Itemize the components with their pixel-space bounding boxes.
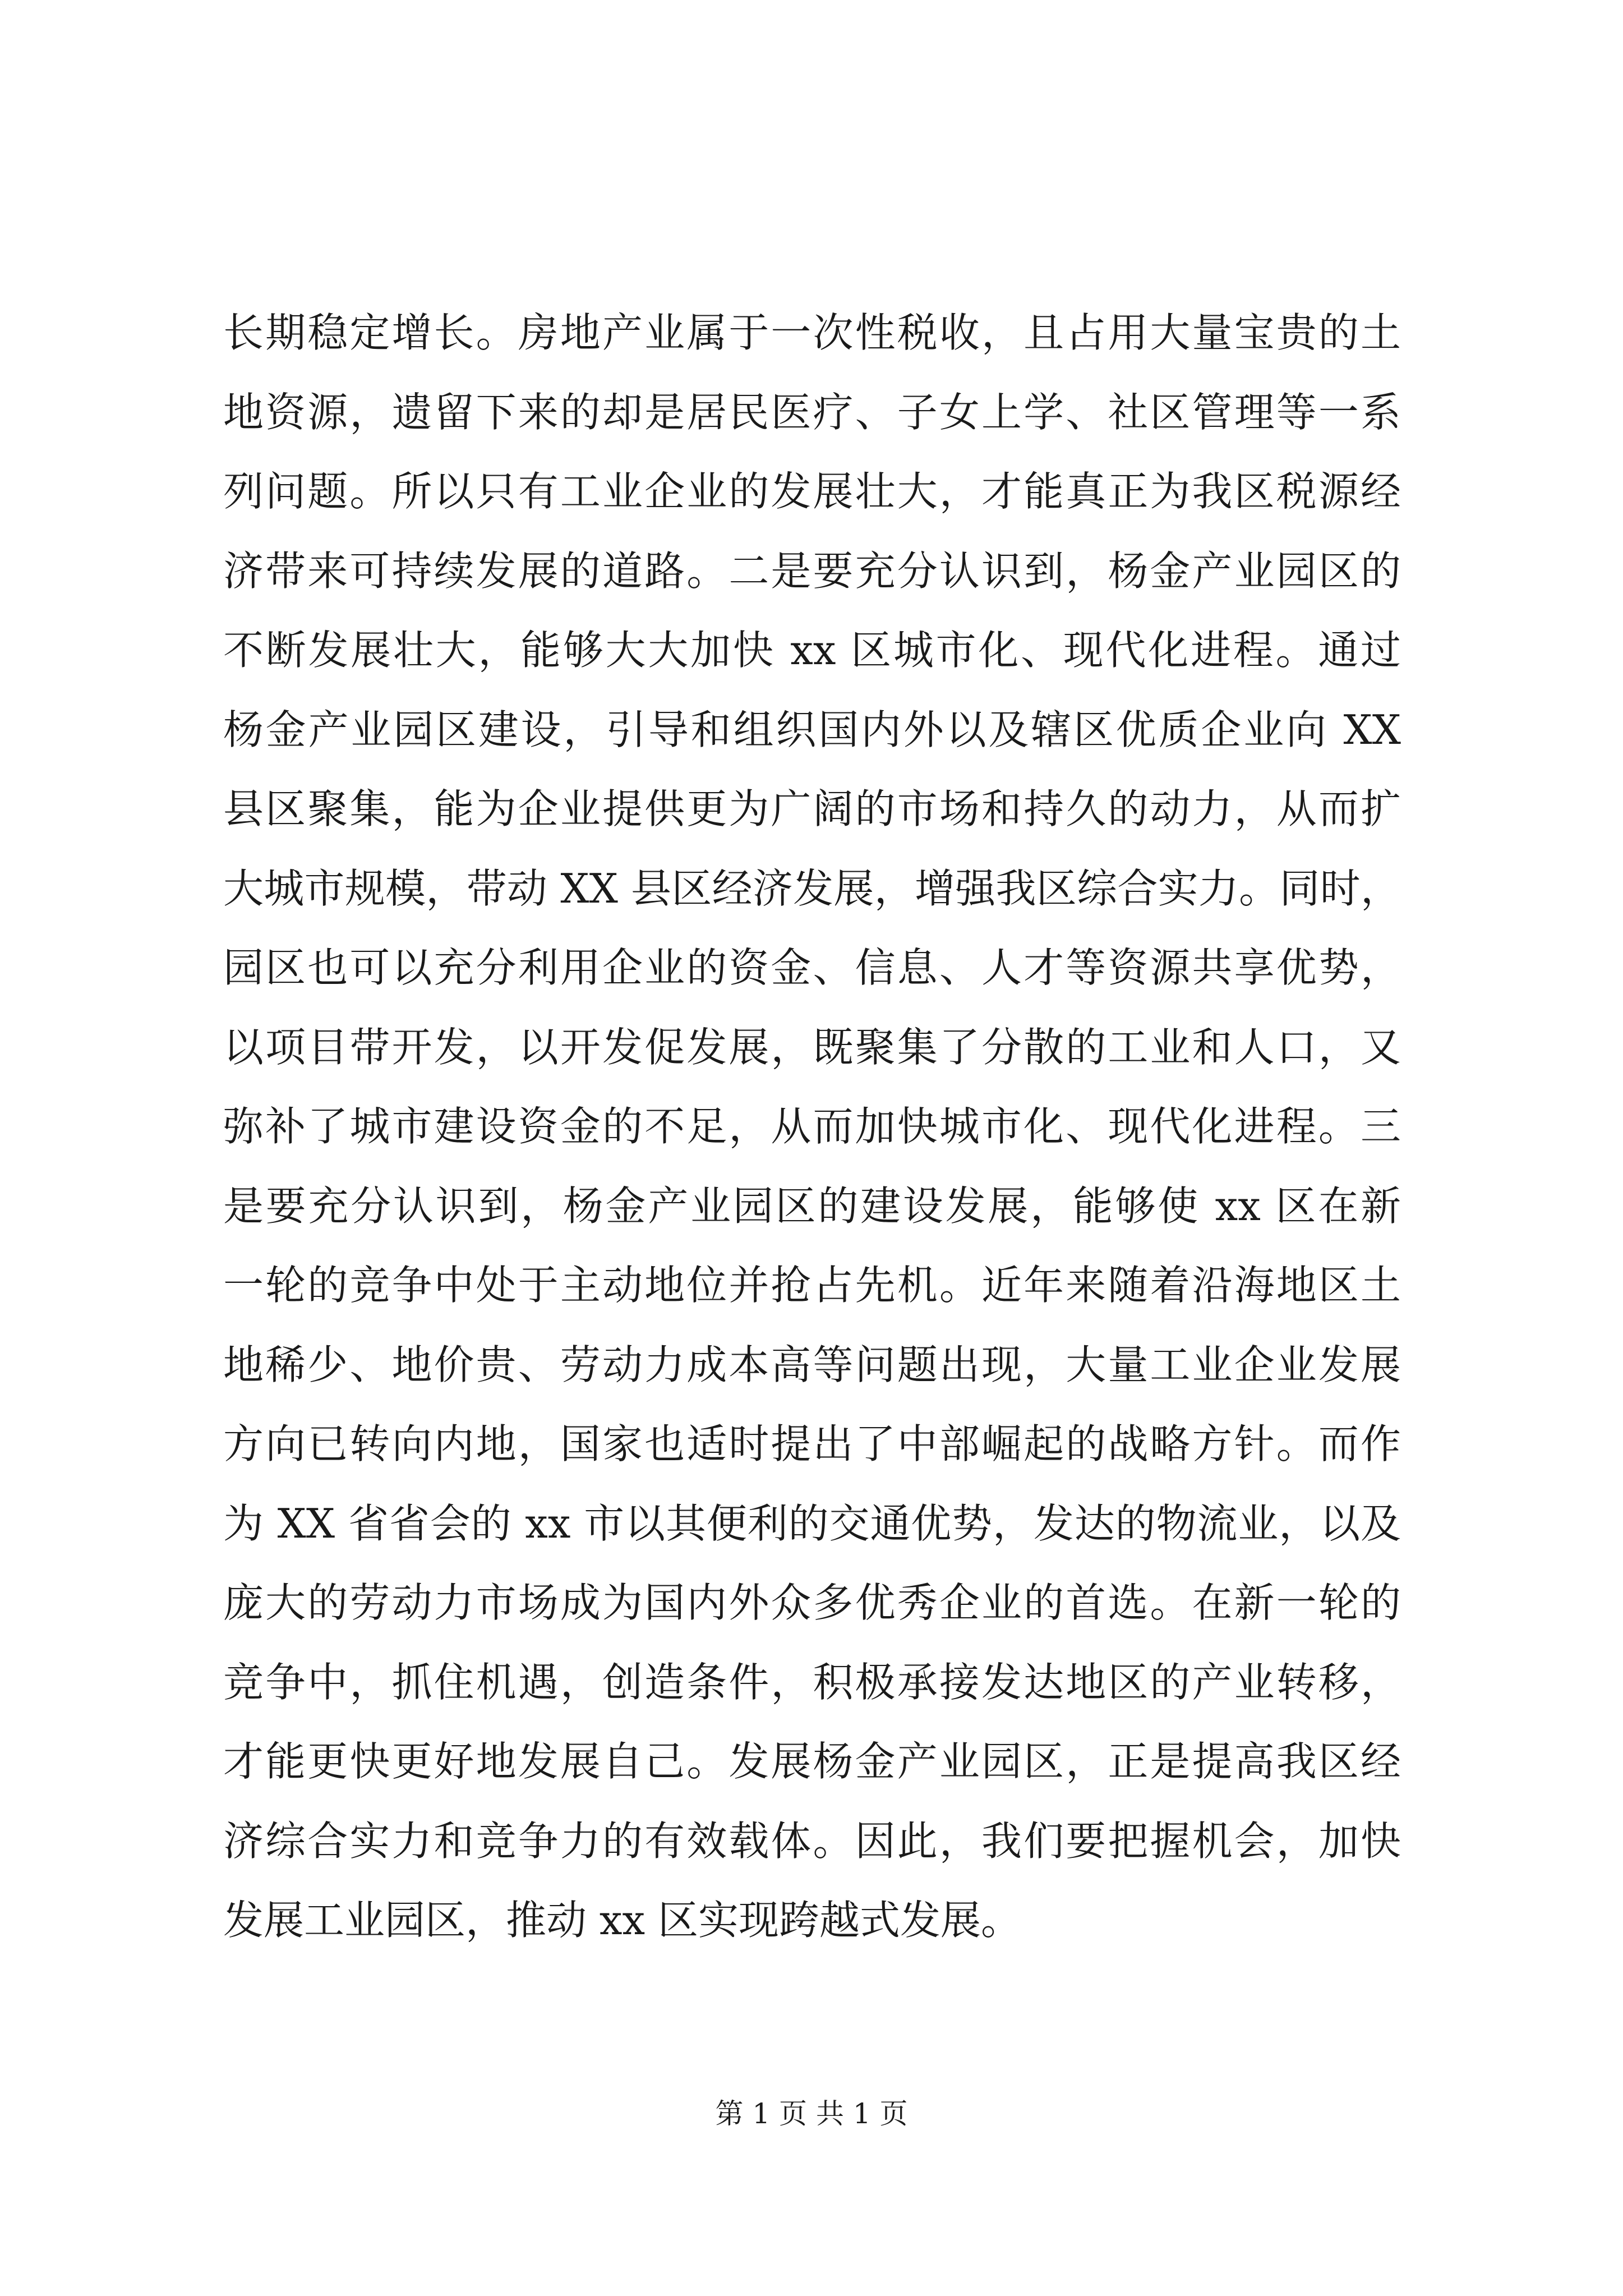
text-line: 济带来可持续发展的道路。二是要充分认识到，杨金产业园区的: [223, 547, 1401, 595]
text-line: 发展工业园区，推动 xx 区实现跨越式发展。: [223, 1897, 1021, 1944]
text-line: 庞大的劳动力市场成为国内外众多优秀企业的首选。在新一轮的: [223, 1579, 1401, 1626]
text-line: 大城市规模，带动 XX 县区经济发展，增强我区综合实力。同时，: [223, 864, 1401, 912]
page-number-footer: 第 1 页 共 1 页: [715, 2097, 908, 2130]
text-line: 竞争中，抓住机遇，创造条件，积极承接发达地区的产业转移，: [223, 1658, 1401, 1706]
text-line: 弥补了城市建设资金的不足，从而加快城市化、现代化进程。三: [223, 1103, 1401, 1150]
text-line: 才能更快更好地发展自己。发展杨金产业园区，正是提高我区经: [223, 1738, 1401, 1785]
body-paragraph: [223, 307, 1401, 1975]
text-line: 以项目带开发，以开发促发展，既聚集了分散的工业和人口，又: [223, 1023, 1401, 1071]
text-line: 方向已转向内地，国家也适时提出了中部崛起的战略方针。而作: [223, 1420, 1401, 1467]
text-line: 杨金产业园区建设，引导和组织国内外以及辖区优质企业向 XX: [223, 706, 1401, 753]
text-line: 长期稳定增长。房地产业属于一次性税收，且占用大量宝贵的土: [223, 309, 1401, 356]
text-line: 是要充分认识到，杨金产业园区的建设发展，能够使 xx 区在新: [223, 1182, 1401, 1230]
text-line: 地资源，遗留下来的却是居民医疗、子女上学、社区管理等一系: [223, 388, 1401, 436]
text-line: 列问题。所以只有工业企业的发展壮大，才能真正为我区税源经: [223, 468, 1401, 515]
text-line: 济综合实力和竞争力的有效载体。因此，我们要把握机会，加快: [223, 1817, 1401, 1865]
text-line: 园区也可以充分利用企业的资金、信息、人才等资源共享优势，: [223, 944, 1401, 991]
text-line: 不断发展壮大，能够大大加快 xx 区城市化、现代化进程。通过: [223, 627, 1401, 674]
text-line: 县区聚集，能为企业提供更为广阔的市场和持久的动力，从而扩: [223, 785, 1401, 832]
text-line: 地稀少、地价贵、劳动力成本高等问题出现，大量工业企业发展: [223, 1341, 1401, 1388]
text-line: 为 XX 省省会的 xx 市以其便利的交通优势，发达的物流业，以及: [223, 1499, 1401, 1547]
text-line: 一轮的竞争中处于主动地位并抢占先机。近年来随着沿海地区土: [223, 1262, 1401, 1309]
